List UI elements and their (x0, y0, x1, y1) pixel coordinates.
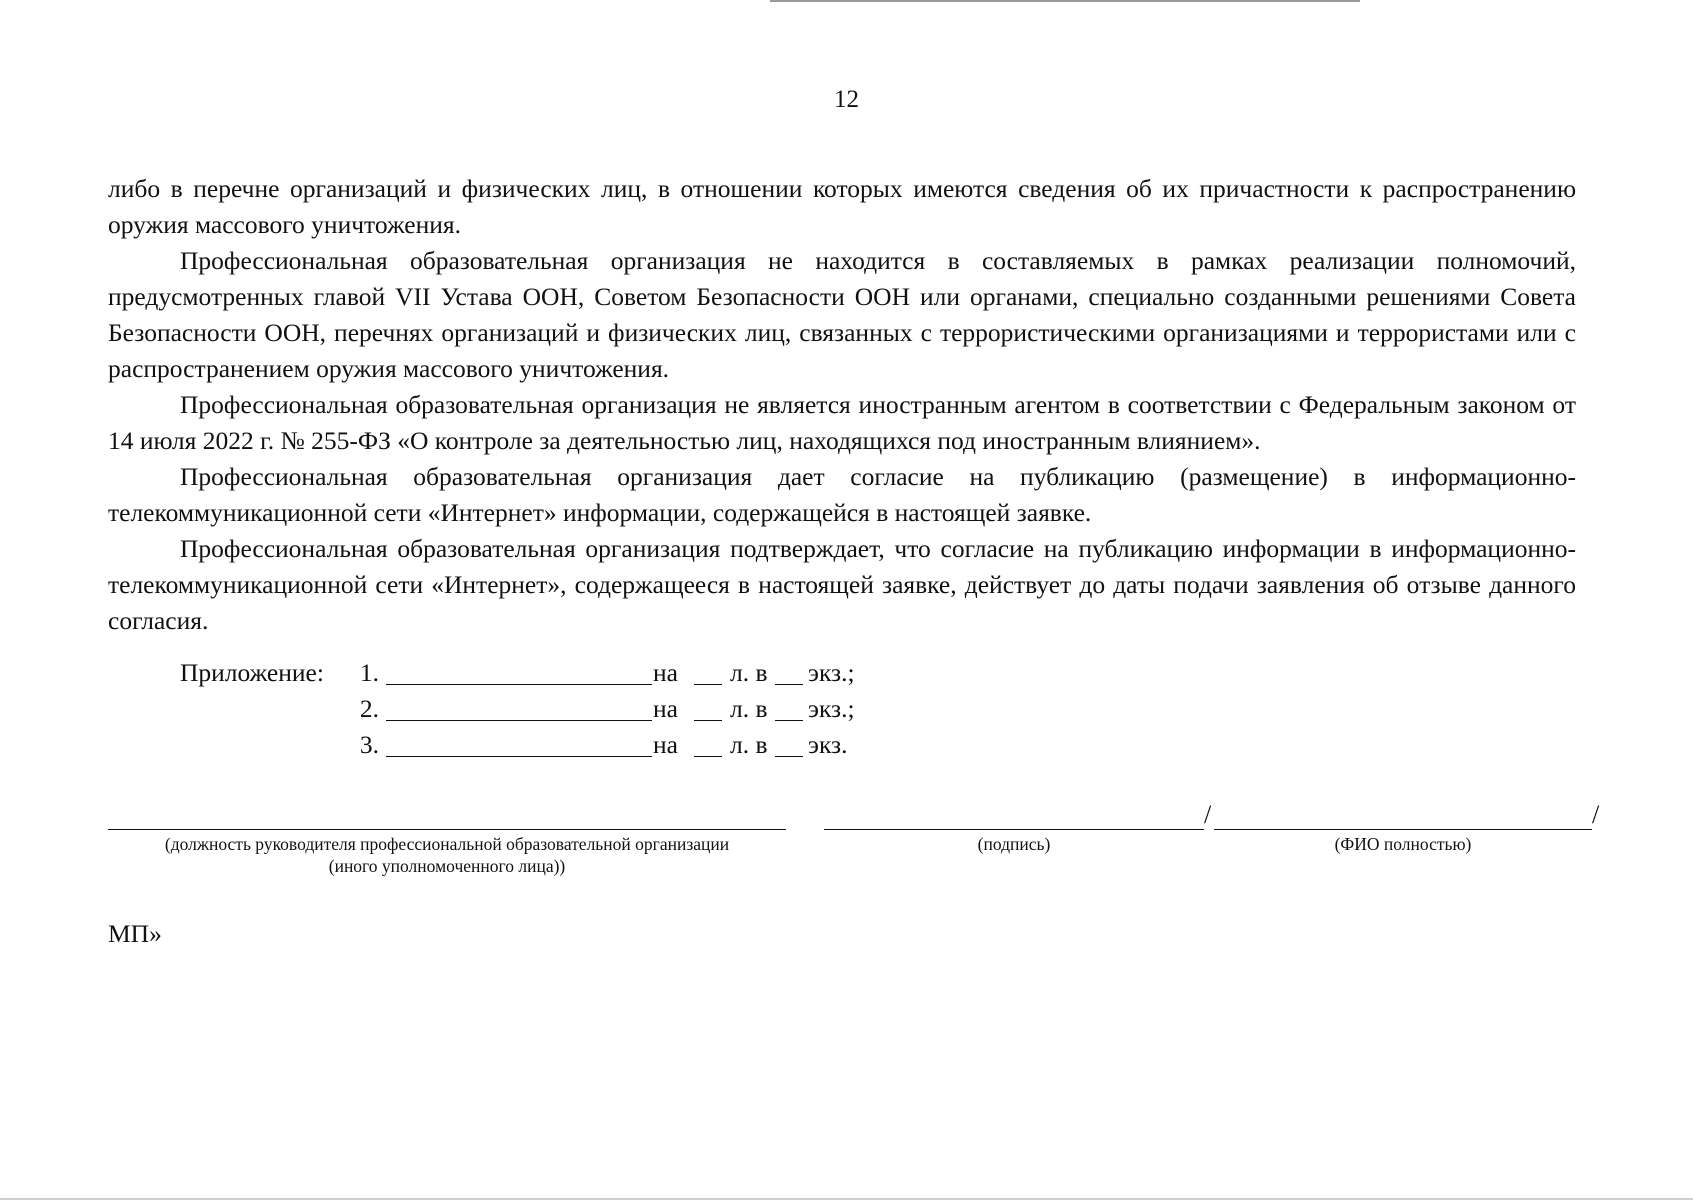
attachment-pages-blank (694, 720, 722, 721)
full-name-slash: / (1592, 800, 1600, 829)
attachment-pages-label: л. в (730, 730, 768, 759)
full-name-line (1214, 829, 1592, 830)
attachment-number: 3. (359, 730, 379, 759)
paragraph-continuation: либо в перечне организаций и физических лиц, в отношении которых имеются сведения об их причастности к распространению оружия массового уничтожения. (108, 174, 1576, 239)
paragraph-un-lists: Профессиональная образовательная организация не находится в составляемых в рамках реализации полномочий, предусмотренных главой VII Устава ООН, Советом Безопасности ООН или органами, специально созданными решениями Совета Безопасности ООН, перечнях организаций и физических лиц, связанных с террористическими организациями и террористами или с распространением оружия массового уничтожения. (108, 246, 1576, 383)
scan-edge-top (770, 0, 1360, 2)
attachment-number: 2. (359, 694, 379, 723)
position-caption-line1: (должность руководителя профессиональной образовательной организации (164, 834, 730, 854)
attachment-copies-blank (775, 720, 803, 721)
paragraph-foreign-agent: Профессиональная образовательная организация не является иностранным агентом в соответствии с Федеральным законом от 14 июля 2022 г. № 255-ФЗ «О контроле за деятельностью лиц, находящихся под иностранным влиянием». (108, 390, 1576, 455)
attachment-copies-label: экз. (808, 730, 848, 759)
signature-caption: (подпись) (977, 834, 1051, 854)
paragraph-publication-consent: Профессиональная образовательная организация дает согласие на публикацию (размещение) в информационно-телекоммуникационной сети «Интернет» информации, содержащейся в настоящей заявке. (108, 462, 1576, 527)
full-name-caption: (ФИО полностью) (1334, 834, 1472, 854)
attachment-title-blank (386, 756, 652, 757)
attachment-na-label: на (653, 658, 678, 687)
signature-line (824, 829, 1204, 830)
attachment-title-blank (386, 720, 652, 721)
attachment-copies-blank (775, 756, 803, 757)
attachment-na-label: на (653, 730, 678, 759)
stamp-place-label: МП» (108, 919, 162, 948)
attachment-na-label: на (653, 694, 678, 723)
paragraph-consent-validity: Профессиональная образовательная организация подтверждает, что согласие на публикацию информации в информационно-телекоммуникационной сети «Интернет», содержащееся в настоящей заявке, действует до даты подачи заявления об отзыве данного согласия. (108, 534, 1576, 635)
attachments-label: Приложение: (180, 658, 324, 687)
attachment-title-blank (386, 684, 652, 685)
page-number: 12 (834, 86, 859, 113)
position-signature-line (108, 829, 786, 830)
attachment-pages-label: л. в (730, 694, 768, 723)
document-body (108, 171, 1576, 639)
attachment-copies-label: экз.; (808, 694, 855, 723)
attachment-copies-label: экз.; (808, 658, 855, 687)
attachment-pages-label: л. в (730, 658, 768, 687)
attachment-copies-blank (775, 684, 803, 685)
attachment-pages-blank (694, 684, 722, 685)
attachment-number: 1. (359, 658, 379, 687)
position-caption-line2: (иного уполномоченного лица)) (328, 856, 566, 876)
attachment-pages-blank (694, 756, 722, 757)
signature-slash: / (1204, 800, 1212, 829)
position-caption (108, 833, 786, 877)
